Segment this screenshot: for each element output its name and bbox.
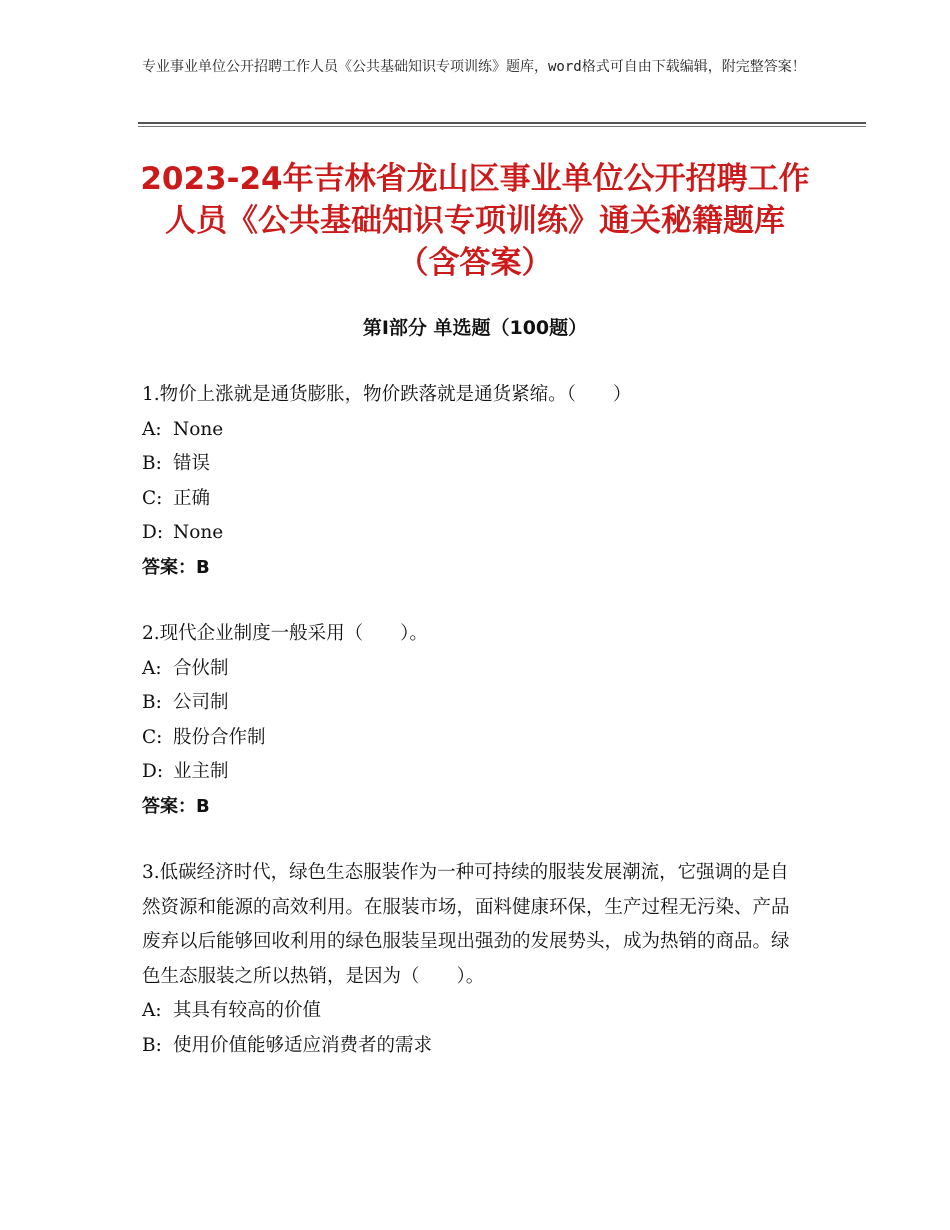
option-letter: A: (142, 418, 162, 440)
option-c (142, 721, 822, 756)
answer-line: 答案：B (142, 795, 210, 817)
header-rule-thin (138, 126, 866, 127)
option-letter: B: (142, 1034, 162, 1056)
option-letter: D: (142, 522, 164, 543)
answer-line: 答案：B (142, 556, 210, 578)
option-letter: C: (142, 487, 163, 509)
option-text: 股份合作制 (173, 726, 266, 748)
option-b (142, 447, 822, 482)
option-text: 合伙制 (173, 657, 229, 679)
option-letter: A: (142, 1000, 162, 1021)
question-text: 1.物价上涨就是通货膨胀，物价跌落就是通货紧缩。（ ） (142, 384, 632, 405)
option-letter: A: (142, 657, 162, 679)
option-text: 正确 (173, 487, 211, 509)
header-rule-thick (138, 122, 866, 124)
option-text: 业主制 (173, 761, 229, 782)
question-2 (142, 617, 822, 824)
question-text: 2.现代企业制度一般采用（ ）。 (142, 623, 428, 644)
option-letter: B: (142, 453, 162, 474)
option-text: 其具有较高的价值 (173, 1000, 322, 1021)
option-text: 错误 (173, 453, 211, 474)
question-3 (142, 856, 802, 1063)
option-a (142, 652, 822, 687)
option-b (142, 1029, 802, 1064)
option-a (142, 994, 802, 1029)
option-letter: C: (142, 726, 163, 748)
question-text: 3.低碳经济时代，绿色生态服装作为一种可持续的服装发展潮流，它强调的是自然资源和能源的高效利用。在服装市场，面料健康环保，生产过程无污染、产品废弃以后能够回收利用的绿色服装呈现出强劲的发展势头，成为热销的商品。绿色生态服装之所以热销，是因为（ ）。 (142, 862, 790, 987)
option-letter: D: (142, 761, 164, 782)
option-b (142, 686, 822, 721)
option-letter: B: (142, 692, 162, 713)
option-text: None (173, 418, 224, 440)
option-text: 使用价值能够适应消费者的需求 (173, 1034, 433, 1056)
document-title: 2023-24年吉林省龙山区事业单位公开招聘工作人员《公共基础知识专项训练》通关秘籍题库（含答案） (140, 161, 810, 281)
question-1 (142, 378, 822, 585)
option-d (142, 755, 822, 790)
section-title: 第Ⅰ部分 单选题（100题） (362, 317, 588, 339)
option-text: 公司制 (173, 692, 229, 713)
option-a (142, 413, 822, 448)
option-c (142, 482, 822, 517)
option-text: None (173, 522, 224, 543)
option-d (142, 516, 822, 551)
header-note: 专业事业单位公开招聘工作人员《公共基础知识专项训练》题库，word格式可自由下载编辑，附完整答案！ (142, 59, 806, 75)
